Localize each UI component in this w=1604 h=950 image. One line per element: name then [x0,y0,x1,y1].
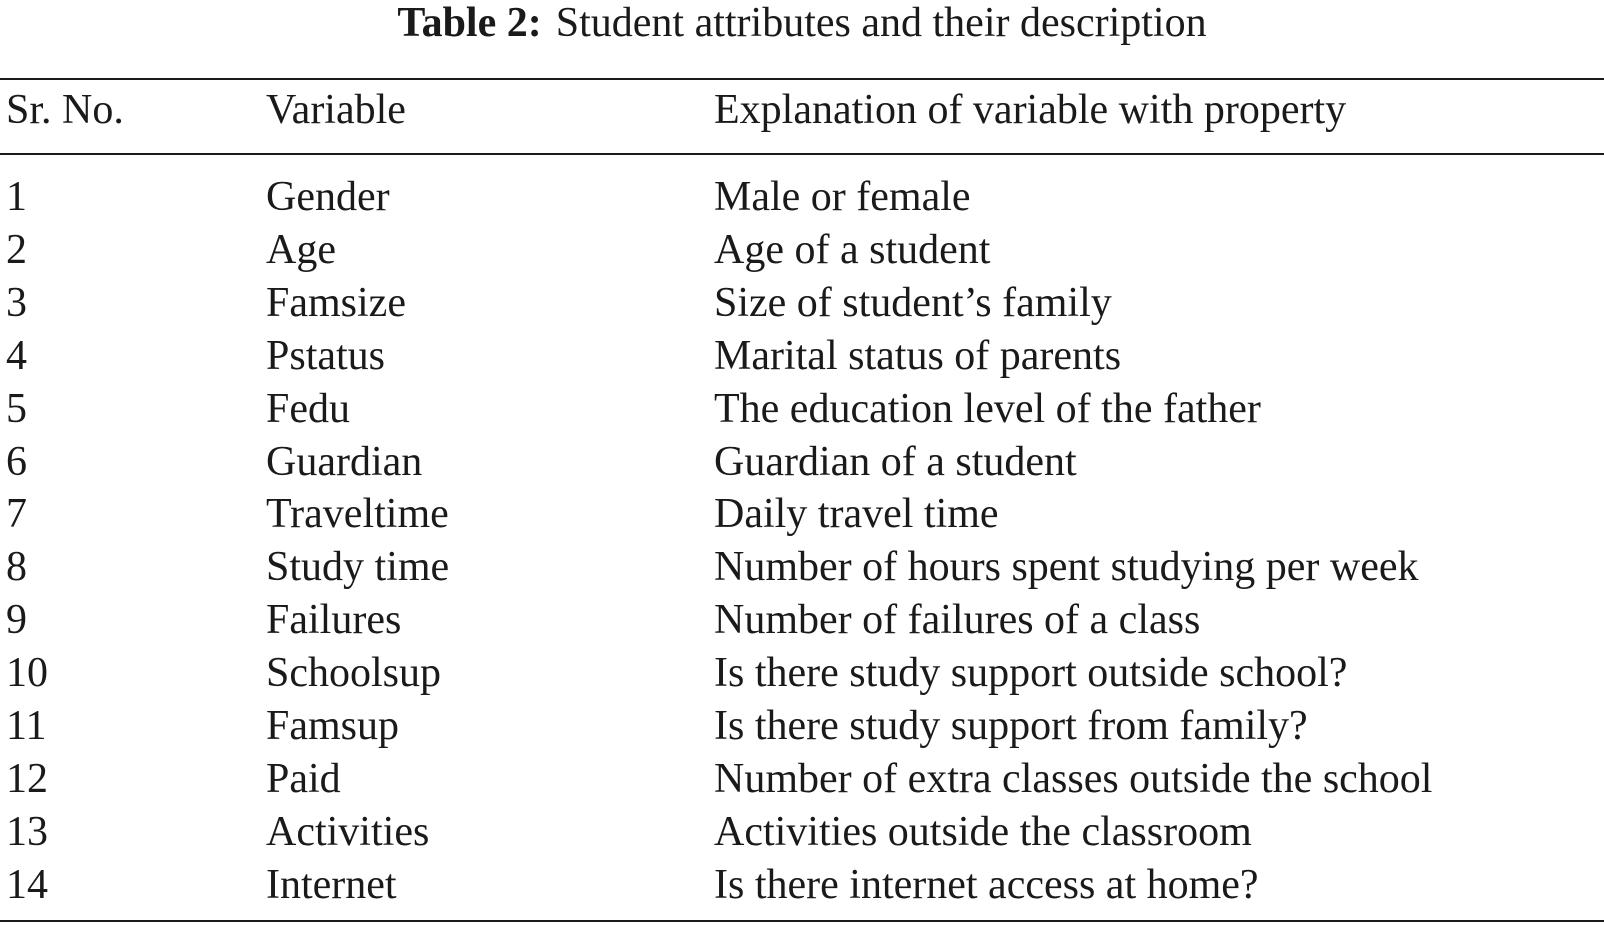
row-sr-no: 11 [6,703,47,749]
row-explanation: Is there study support outside school? [714,650,1348,697]
table-row [0,488,1604,541]
row-explanation: Daily travel time [714,491,999,538]
table-row [0,647,1604,700]
table-caption [0,2,1604,44]
row-explanation: Number of hours spent studying per week [714,544,1419,591]
table-row [0,224,1604,277]
row-explanation: Size of student’s family [714,279,1112,326]
header-explanation: Explanation of variable with property [714,87,1347,133]
row-explanation: Is there study support from family? [714,703,1308,749]
table-caption-text: Student attributes and their description [555,0,1207,46]
row-variable: Pstatus [266,332,386,379]
table-bottom-rule [0,920,1604,922]
row-variable: Famsize [266,279,406,326]
row-variable: Famsup [266,703,400,749]
row-explanation: Age of a student [714,226,991,273]
row-explanation: Guardian of a student [714,438,1077,485]
row-sr-no: 12 [6,755,48,802]
table-row [0,594,1604,647]
table-row [0,171,1604,224]
row-explanation: Is there internet access at home? [714,861,1259,908]
row-sr-no: 10 [6,650,48,697]
row-sr-no: 13 [6,808,48,855]
row-sr-no: 5 [6,385,27,432]
table-header-row [0,84,1604,137]
row-variable: Traveltime [266,491,449,538]
table-caption-label: Table 2: [397,0,542,46]
row-sr-no: 14 [6,861,48,908]
row-sr-no: 2 [6,226,27,273]
header-sr-no: Sr. No. [6,87,124,133]
row-variable: Failures [266,597,402,644]
row-explanation: Number of failures of a class [714,597,1201,644]
row-sr-no: 8 [6,544,27,591]
row-sr-no: 4 [6,332,27,379]
row-sr-no: 9 [6,597,27,644]
row-explanation: Activities outside the classroom [714,808,1252,855]
table-row [0,859,1604,912]
table-row [0,330,1604,383]
row-sr-no: 7 [6,491,27,538]
row-variable: Study time [266,544,450,591]
table-header-rule [0,153,1604,155]
row-variable: Schoolsup [266,650,442,697]
table-row [0,700,1604,753]
row-sr-no: 3 [6,279,27,326]
table-row [0,541,1604,594]
row-sr-no: 6 [6,438,27,485]
row-variable: Paid [266,755,341,802]
row-explanation: Marital status of parents [714,332,1122,379]
row-explanation: Male or female [714,174,971,220]
row-sr-no: 1 [6,174,27,220]
row-explanation: Number of extra classes outside the school [714,755,1433,802]
table-row [0,753,1604,806]
row-variable: Activities [266,808,430,855]
table-top-rule [0,78,1604,80]
header-variable: Variable [266,87,406,133]
row-variable: Gender [266,174,390,220]
row-variable: Guardian [266,438,423,485]
table-row [0,277,1604,330]
table-row [0,806,1604,859]
table-row [0,436,1604,489]
table-row [0,383,1604,436]
row-variable: Age [266,226,336,273]
row-explanation: The education level of the father [714,385,1261,432]
row-variable: Internet [266,861,397,908]
row-variable: Fedu [266,385,350,432]
